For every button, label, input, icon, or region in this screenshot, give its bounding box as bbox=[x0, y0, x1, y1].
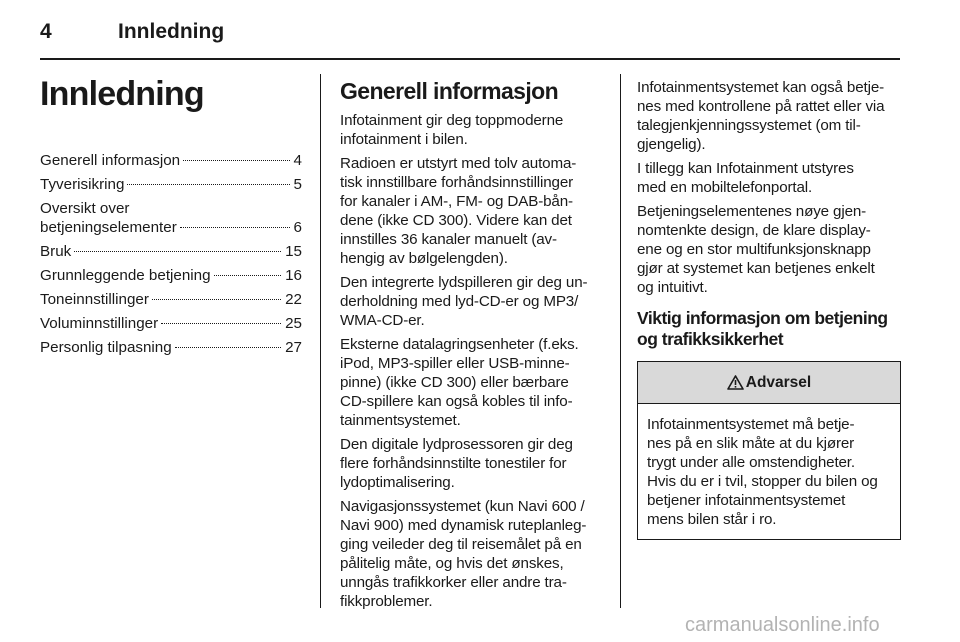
warning-body: Infotainmentsystemet må betje- nes på en slik måte at du kjører trygt under alle omstendigheter. Hvis du er i tvil, stopper du bilen og betjener infotainmentsystemet mens bilen står i ro. bbox=[647, 416, 878, 528]
toc-entry-page: 15 bbox=[285, 243, 302, 260]
toc-leader bbox=[127, 184, 289, 185]
paragraph: Den digitale lydprosessoren gir deg flere forhåndsinnstilte tonestiler for lydoptimalisering. bbox=[340, 436, 573, 491]
toc-entry-title: Generell informasjon bbox=[40, 152, 181, 169]
column-divider bbox=[620, 74, 621, 608]
warning-triangle-icon bbox=[727, 375, 744, 390]
toc-entry-page: 16 bbox=[285, 267, 302, 284]
toc-leader bbox=[214, 275, 282, 276]
table-of-contents bbox=[40, 151, 302, 362]
toc-leader bbox=[183, 160, 289, 161]
paragraph: Betjeningselementenes nøye gjen- nomtenkte design, de klare display- ene og en stor multifunksjonsknapp gjør at systemet kan betjenes enkelt og intuitivt. bbox=[637, 203, 875, 296]
warning-box bbox=[637, 361, 901, 540]
toc-entry-page: 4 bbox=[293, 152, 302, 169]
warning-title: Advarsel bbox=[745, 373, 812, 391]
page-number: 4 bbox=[40, 20, 52, 43]
paragraph: Infotainment gir deg toppmoderne infotainment i bilen. bbox=[340, 112, 564, 148]
toc-entry[interactable] bbox=[40, 175, 302, 194]
toc-entry-page: 5 bbox=[293, 176, 302, 193]
toc-entry-title: Grunnleggende betjening bbox=[40, 267, 211, 284]
chapter-title: Innledning bbox=[40, 75, 204, 113]
toc-entry-page: 6 bbox=[293, 219, 302, 236]
subsection-heading: Viktig informasjon om betjening og trafikksikkerhet bbox=[637, 308, 888, 349]
section-heading: Generell informasjon bbox=[340, 78, 559, 104]
toc-entry-page: 27 bbox=[285, 339, 302, 356]
toc-entry-title: Voluminnstillinger bbox=[40, 315, 159, 332]
warning-header bbox=[638, 362, 900, 404]
paragraph: I tillegg kan Infotainment utstyres med en mobiltelefonportal. bbox=[637, 160, 854, 196]
header-rule bbox=[40, 58, 900, 60]
toc-entry[interactable] bbox=[40, 242, 302, 261]
watermark: carmanualsonline.info bbox=[685, 614, 880, 636]
toc-entry[interactable] bbox=[40, 151, 302, 170]
running-header-title: Innledning bbox=[118, 20, 225, 43]
paragraph: Eksterne datalagringsenheter (f.eks. iPod, MP3-spiller eller USB-minne- pinne) (ikke CD 300) eller bærbare CD-spillere kan også kobles til info- tainmentsystemet. bbox=[340, 336, 579, 429]
toc-entry-title: Personlig tilpasning bbox=[40, 339, 172, 356]
toc-entry[interactable] bbox=[40, 314, 302, 333]
paragraph: Radioen er utstyrt med tolv automa- tisk innstillbare forhåndsinnstillinger for kanaler i AM-, FM- og DAB-bån- dene (ikke CD 300). Videre kan det innstilles 36 kanaler manuelt (av- hengig av bølgelengden). bbox=[340, 155, 577, 267]
toc-entry[interactable] bbox=[40, 266, 302, 285]
toc-leader bbox=[152, 299, 281, 300]
toc-leader bbox=[175, 347, 281, 348]
paragraph: Navigasjonssystemet (kun Navi 600 / Navi 900) med dynamisk ruteplanleg- ging veileder deg til reisemålet på en pålitelig måte, og hvis det ønskes, unngås trafikkorker eller andre tra- fikkproblemer. bbox=[340, 498, 587, 610]
toc-entry[interactable] bbox=[40, 199, 302, 237]
toc-entry-page: 25 bbox=[285, 315, 302, 332]
toc-entry[interactable] bbox=[40, 338, 302, 357]
toc-leader bbox=[74, 251, 281, 252]
column-general-info bbox=[340, 78, 605, 616]
paragraph: Den integrerte lydspilleren gir deg un- derholdning med lyd-CD-er og MP3/ WMA-CD-er. bbox=[340, 274, 588, 329]
column-divider bbox=[320, 74, 321, 608]
paragraph: Infotainmentsystemet kan også betje- nes med kontrollene på rattet eller via talegjenkjenningssystemet (om til- gjengelig). bbox=[637, 79, 885, 153]
toc-entry-title: betjeningselementer bbox=[40, 219, 177, 236]
toc-leader bbox=[161, 323, 281, 324]
toc-entry[interactable] bbox=[40, 290, 302, 309]
toc-entry-page: 22 bbox=[285, 291, 302, 308]
toc-leader bbox=[180, 227, 290, 228]
toc-entry-title: Bruk bbox=[40, 243, 72, 260]
toc-entry-title: Toneinnstillinger bbox=[40, 291, 149, 308]
toc-entry-title: Oversikt over bbox=[40, 200, 130, 217]
toc-entry-title: Tyverisikring bbox=[40, 176, 125, 193]
column-operation-info bbox=[637, 78, 902, 540]
